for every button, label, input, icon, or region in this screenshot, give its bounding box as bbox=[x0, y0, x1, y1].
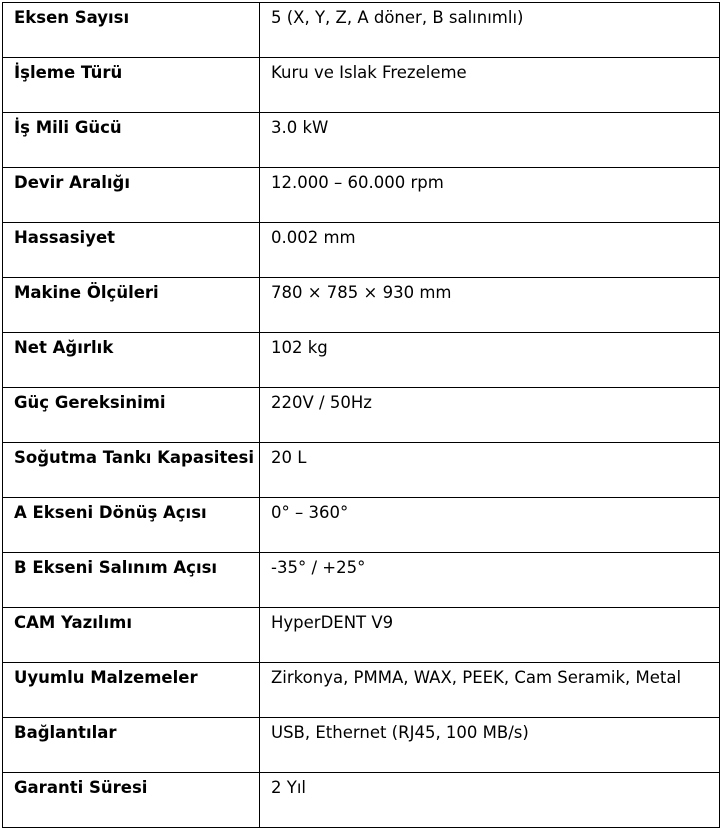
spec-label: İş Mili Gücü bbox=[3, 113, 260, 168]
spec-label: B Ekseni Salınım Açısı bbox=[3, 553, 260, 608]
table-row bbox=[3, 333, 720, 388]
spec-label: Makine Ölçüleri bbox=[3, 278, 260, 333]
spec-value: 5 (X, Y, Z, A döner, B salınımlı) bbox=[260, 3, 720, 58]
spec-label: A Ekseni Dönüş Açısı bbox=[3, 498, 260, 553]
spec-label: Garanti Süresi bbox=[3, 773, 260, 828]
spec-table-body bbox=[3, 3, 720, 828]
spec-value: -35° / +25° bbox=[260, 553, 720, 608]
table-row bbox=[3, 608, 720, 663]
table-row bbox=[3, 718, 720, 773]
table-row bbox=[3, 773, 720, 828]
table-row bbox=[3, 113, 720, 168]
spec-label: Güç Gereksinimi bbox=[3, 388, 260, 443]
spec-value: 3.0 kW bbox=[260, 113, 720, 168]
spec-table bbox=[2, 2, 720, 828]
table-row bbox=[3, 58, 720, 113]
spec-label: Bağlantılar bbox=[3, 718, 260, 773]
spec-label: CAM Yazılımı bbox=[3, 608, 260, 663]
spec-value: 0° – 360° bbox=[260, 498, 720, 553]
table-row bbox=[3, 3, 720, 58]
table-row bbox=[3, 168, 720, 223]
spec-value: 2 Yıl bbox=[260, 773, 720, 828]
spec-value: 220V / 50Hz bbox=[260, 388, 720, 443]
spec-value: 102 kg bbox=[260, 333, 720, 388]
spec-label: Soğutma Tankı Kapasitesi bbox=[3, 443, 260, 498]
spec-label: Net Ağırlık bbox=[3, 333, 260, 388]
spec-value: 780 × 785 × 930 mm bbox=[260, 278, 720, 333]
spec-value: Kuru ve Islak Frezeleme bbox=[260, 58, 720, 113]
spec-value: HyperDENT V9 bbox=[260, 608, 720, 663]
spec-label: Uyumlu Malzemeler bbox=[3, 663, 260, 718]
spec-value: USB, Ethernet (RJ45, 100 MB/s) bbox=[260, 718, 720, 773]
spec-value: 0.002 mm bbox=[260, 223, 720, 278]
spec-label: Eksen Sayısı bbox=[3, 3, 260, 58]
table-row bbox=[3, 663, 720, 718]
spec-label: İşleme Türü bbox=[3, 58, 260, 113]
spec-label: Hassasiyet bbox=[3, 223, 260, 278]
table-row bbox=[3, 553, 720, 608]
spec-value: Zirkonya, PMMA, WAX, PEEK, Cam Seramik, Metal bbox=[260, 663, 720, 718]
table-row bbox=[3, 498, 720, 553]
table-row bbox=[3, 443, 720, 498]
spec-value: 12.000 – 60.000 rpm bbox=[260, 168, 720, 223]
spec-value: 20 L bbox=[260, 443, 720, 498]
table-row bbox=[3, 223, 720, 278]
table-row bbox=[3, 388, 720, 443]
spec-label: Devir Aralığı bbox=[3, 168, 260, 223]
table-row bbox=[3, 278, 720, 333]
